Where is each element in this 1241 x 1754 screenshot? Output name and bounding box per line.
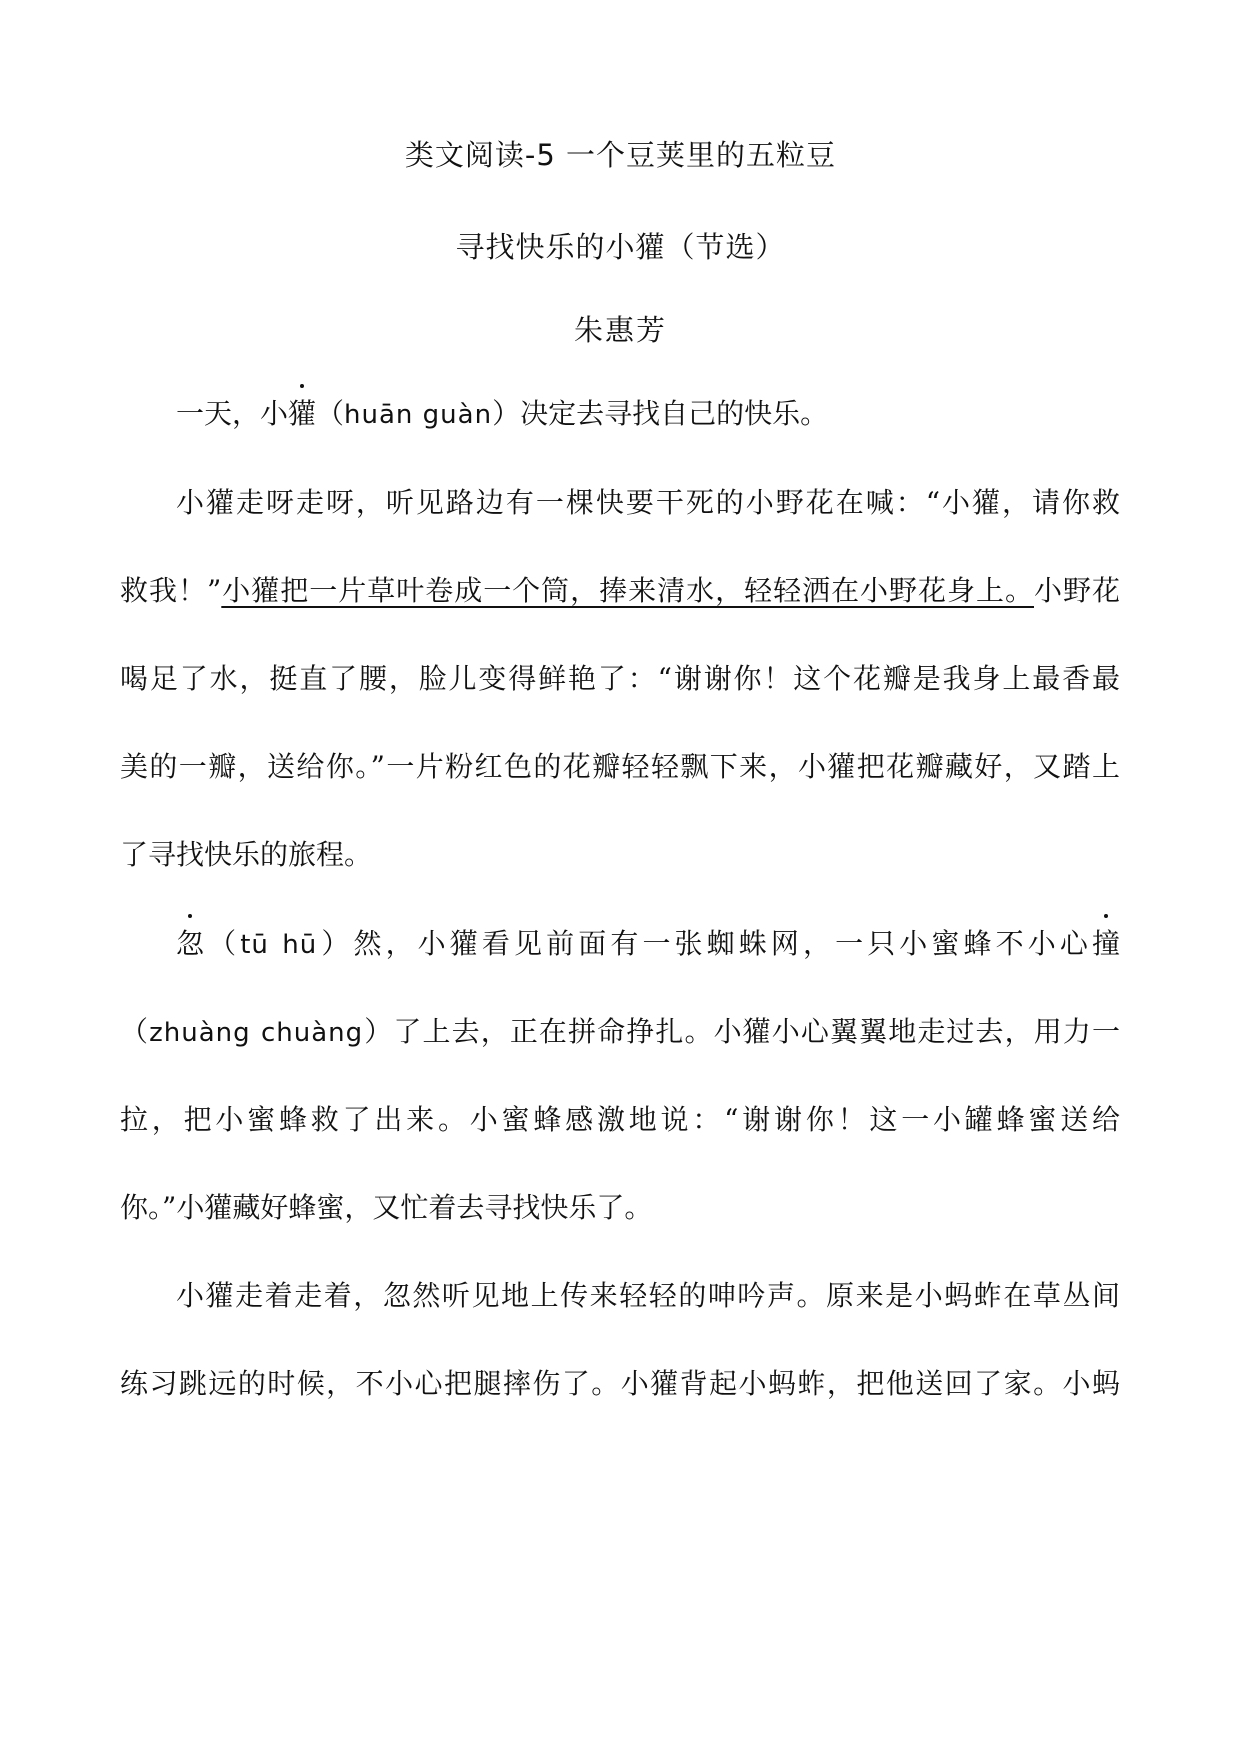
underlined-sentence: 小獾把一片草叶卷成一个筒，捧来清水，轻轻洒在小野花身上。 [221, 574, 1034, 607]
paragraph-line-3 [120, 571, 1120, 611]
paragraph-line-5: 美的一瓣，送给你。”一片粉红色的花瓣轻轻飘下来，小獾把花瓣藏好，又踏上 [120, 750, 1120, 783]
paragraph-line-6: 了寻找快乐的旅程。 [120, 838, 373, 871]
emphasis-dot-char: 撞 [1092, 924, 1120, 964]
emphasis-dot-char: 獾 [288, 394, 316, 434]
paragraph-line-8 [120, 1012, 1120, 1052]
text-run: ）了上去，正在拼命挣扎。小獾小心翼翼地走过去，用力一 [363, 1015, 1120, 1048]
text-run: （ [120, 1015, 150, 1048]
text-run: ）然，小獾看见前面有一张蜘蛛网，一只小蜜蜂不小心 [317, 927, 1092, 960]
paragraph-line-7 [176, 924, 1120, 964]
pinyin-annotation: zhuàng chuàng [149, 1018, 364, 1048]
pinyin-annotation: huān guàn [344, 400, 493, 430]
text-run: 小野花 [1034, 574, 1120, 607]
text-run: ）决定去寻找自己的快乐。 [492, 397, 829, 430]
text-run: 救我！” [120, 574, 222, 607]
paragraph-line-1 [176, 394, 1120, 434]
paragraph-line-9: 拉，把小蜜蜂救了出来。小蜜蜂感激地说：“谢谢你！这一小罐蜂蜜送给 [120, 1103, 1120, 1136]
emphasis-dot-char: 忽 [176, 924, 204, 964]
text-run: （ [204, 927, 241, 960]
paragraph-line-10: 你。”小獾藏好蜂蜜，又忙着去寻找快乐了。 [120, 1191, 653, 1224]
text-run: （ [316, 397, 345, 430]
paragraph-line-11: 小獾走着走着，忽然听见地上传来轻轻的呻吟声。原来是小蚂蚱在草丛间 [176, 1279, 1120, 1312]
pinyin-annotation: tū hū [240, 930, 318, 960]
text-run: 一天，小 [176, 397, 289, 430]
paragraph-line-2: 小獾走呀走呀，听见路边有一棵快要干死的小野花在喊：“小獾，请你救 [176, 486, 1120, 519]
story-title: 寻找快乐的小獾（节选） [455, 230, 786, 264]
paragraph-line-4: 喝足了水，挺直了腰，脸儿变得鲜艳了：“谢谢你！这个花瓣是我身上最香最 [120, 662, 1120, 695]
author-name: 朱惠芳 [573, 313, 667, 347]
paragraph-line-12: 练习跳远的时候，不小心把腿摔伤了。小獾背起小蚂蚱，把他送回了家。小蚂 [120, 1367, 1120, 1400]
document-title: 类文阅读-5 一个豆荚里的五粒豆 [404, 138, 837, 172]
